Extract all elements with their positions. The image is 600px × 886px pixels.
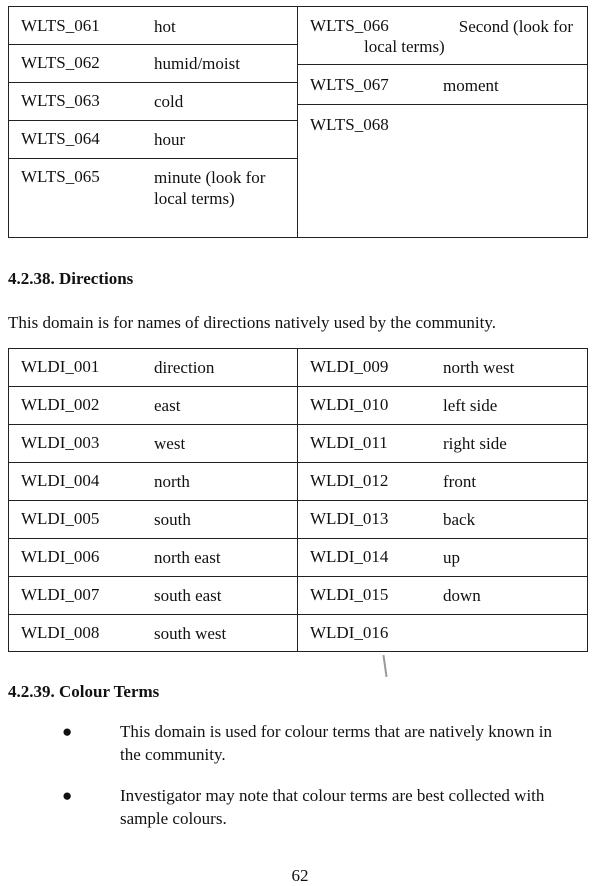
term-label: up (443, 548, 460, 567)
term-label: Second (look for (458, 17, 573, 36)
term-code: WLDI_011 (310, 433, 388, 452)
term-label: humid/moist (154, 54, 240, 73)
table-row (298, 501, 587, 539)
table-row (298, 425, 587, 463)
table-row (9, 45, 297, 83)
term-code: WLTS_061 (21, 16, 100, 35)
term-label: hour (154, 130, 186, 149)
table-row (9, 501, 297, 539)
table-row (298, 387, 587, 425)
bullet-text-line: This domain is used for colour terms that are natively known in (120, 722, 552, 741)
directions-table (8, 348, 588, 652)
table-row (9, 577, 297, 615)
term-code: WLTS_062 (21, 53, 100, 72)
term-code: WLDI_015 (310, 585, 389, 604)
scan-mark (382, 655, 387, 677)
bullet-dot-icon: ● (62, 786, 73, 805)
term-code: WLDI_001 (21, 357, 100, 376)
term-label: front (443, 472, 477, 491)
bullet-text (120, 784, 590, 830)
table-row (298, 615, 587, 651)
table-row (298, 349, 587, 387)
term-code: WLTS_065 (21, 167, 100, 186)
term-code: WLTS_068 (310, 115, 389, 134)
term-label-continued: local terms) (364, 37, 445, 56)
time-terms-left-column (9, 7, 298, 237)
table-row (298, 539, 587, 577)
section-heading-directions: 4.2.38. Directions (8, 269, 134, 288)
term-code: WLDI_004 (21, 471, 100, 490)
table-row (9, 159, 297, 237)
term-label: down (443, 586, 481, 605)
table-row (9, 615, 297, 651)
table-row (9, 121, 297, 159)
term-code: WLDI_016 (310, 623, 389, 642)
term-label: north (154, 472, 190, 491)
directions-left-column (9, 349, 298, 651)
term-label: east (154, 396, 181, 415)
table-row (298, 577, 587, 615)
term-label: left side (443, 396, 498, 415)
term-code: WLDI_005 (21, 509, 100, 528)
term-label: direction (154, 358, 215, 377)
bullet-text-line: the community. (120, 745, 226, 764)
table-row (298, 105, 587, 237)
bullet-text-line: Investigator may note that colour terms are best collected with (120, 786, 545, 805)
term-label: hot (154, 17, 176, 36)
term-label: north west (443, 358, 515, 377)
term-code: WLDI_013 (310, 509, 389, 528)
table-row (9, 349, 297, 387)
bullet-dot-icon: ● (62, 722, 73, 741)
term-code: WLDI_003 (21, 433, 100, 452)
term-label: south east (154, 586, 222, 605)
term-label-continued: local terms) (154, 189, 235, 208)
term-label: north east (154, 548, 221, 567)
table-row (9, 463, 297, 501)
section-heading-colour-terms: 4.2.39. Colour Terms (8, 682, 160, 701)
term-label: south west (154, 624, 227, 643)
term-code: WLTS_064 (21, 129, 100, 148)
term-code: WLDI_008 (21, 623, 100, 642)
term-code: WLDI_007 (21, 585, 100, 604)
table-row (9, 387, 297, 425)
term-code: WLDI_006 (21, 547, 100, 566)
term-label: minute (look for (154, 168, 266, 187)
table-row (298, 463, 587, 501)
term-code: WLTS_066 (310, 16, 389, 35)
time-terms-right-column (298, 7, 587, 237)
directions-right-column (298, 349, 587, 651)
term-code: WLDI_009 (310, 357, 389, 376)
table-row (9, 539, 297, 577)
term-code: WLDI_012 (310, 471, 389, 490)
section-description-directions: This domain is for names of directions natively used by the community. (8, 313, 497, 332)
term-label: right side (443, 434, 507, 453)
term-label: moment (443, 76, 499, 95)
page-number: 62 (291, 866, 309, 885)
term-code: WLDI_002 (21, 395, 100, 414)
term-label: cold (154, 92, 184, 111)
term-code: WLDI_010 (310, 395, 389, 414)
table-row (9, 7, 297, 45)
term-label: south (154, 510, 191, 529)
term-code: WLTS_067 (310, 75, 389, 94)
table-row (9, 425, 297, 463)
table-row (9, 83, 297, 121)
term-label: west (154, 434, 186, 453)
table-row (298, 65, 587, 105)
term-code: WLTS_063 (21, 91, 100, 110)
time-terms-table (8, 6, 588, 238)
term-label: back (443, 510, 476, 529)
term-code: WLDI_014 (310, 547, 389, 566)
bullet-text-line: sample colours. (120, 809, 227, 828)
bullet-text (120, 720, 590, 766)
table-row (298, 7, 587, 65)
